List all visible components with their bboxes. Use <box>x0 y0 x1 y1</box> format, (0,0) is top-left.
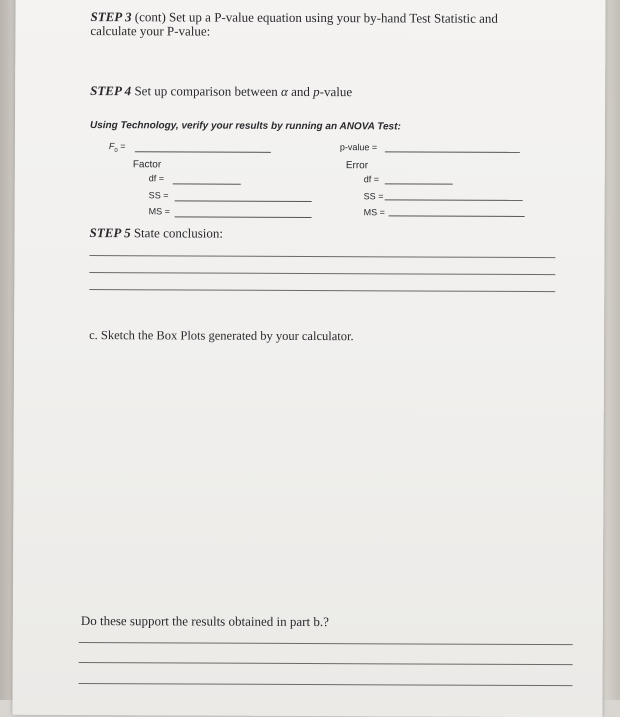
error-ms-answer-line[interactable] <box>389 215 525 217</box>
step4-label: STEP 4 <box>90 83 132 99</box>
error-df-label: df = <box>363 174 380 185</box>
f0-equals: = <box>120 141 126 152</box>
factor-ss-answer-line[interactable] <box>175 200 312 202</box>
step5-line <box>89 225 223 242</box>
factor-ms-label: MS = <box>148 206 170 217</box>
answer-line-1[interactable] <box>79 642 573 645</box>
answer-line-3[interactable] <box>79 683 573 686</box>
step5-label: STEP 5 <box>89 225 131 241</box>
step3-line2: calculate your P-value: <box>90 23 211 39</box>
step3-label: STEP 3 <box>90 9 132 25</box>
factor-ms-answer-line[interactable] <box>175 216 312 218</box>
error-heading: Error <box>345 160 369 172</box>
conclusion-line-3[interactable] <box>89 289 555 292</box>
support-question: Do these support the results obtained in part b.? <box>80 613 329 630</box>
error-ms-label: MS = <box>363 207 385 218</box>
answer-line-2[interactable] <box>79 662 573 665</box>
f0-subscript: 0 <box>114 147 118 154</box>
f0-letter: F <box>108 141 115 152</box>
step5-text: State conclusion: <box>133 225 224 241</box>
step4-text-mid: and <box>291 83 310 100</box>
p-symbol: p <box>313 84 320 100</box>
factor-df-answer-line[interactable] <box>173 183 241 184</box>
part-c-prompt: c. Sketch the Box Plots generated by your calculator. <box>89 328 354 344</box>
step4-line <box>90 83 352 100</box>
f0-label <box>109 141 126 154</box>
step4-text-after: -value <box>319 84 353 100</box>
conclusion-line-2[interactable] <box>89 272 555 275</box>
pvalue-answer-line[interactable] <box>385 151 520 153</box>
conclusion-line-1[interactable] <box>89 255 555 258</box>
step3-text: (cont) Set up a P-value equation using your by-hand Test Statistic and <box>134 9 498 26</box>
factor-ss-label: SS = <box>148 190 169 201</box>
error-ss-label: SS = <box>363 191 384 202</box>
worksheet-page <box>12 0 605 717</box>
error-df-answer-line[interactable] <box>385 183 453 184</box>
f0-answer-line[interactable] <box>135 151 271 153</box>
factor-heading: Factor <box>132 159 162 171</box>
factor-df-label: df = <box>148 173 165 184</box>
step4-text-before: Set up comparison between <box>134 83 278 99</box>
error-ss-answer-line[interactable] <box>385 199 523 201</box>
pvalue-label: p-value = <box>339 142 378 153</box>
tech-heading: Using Technology, verify your results by running an ANOVA Test: <box>89 120 401 133</box>
alpha-symbol: α <box>281 83 288 99</box>
